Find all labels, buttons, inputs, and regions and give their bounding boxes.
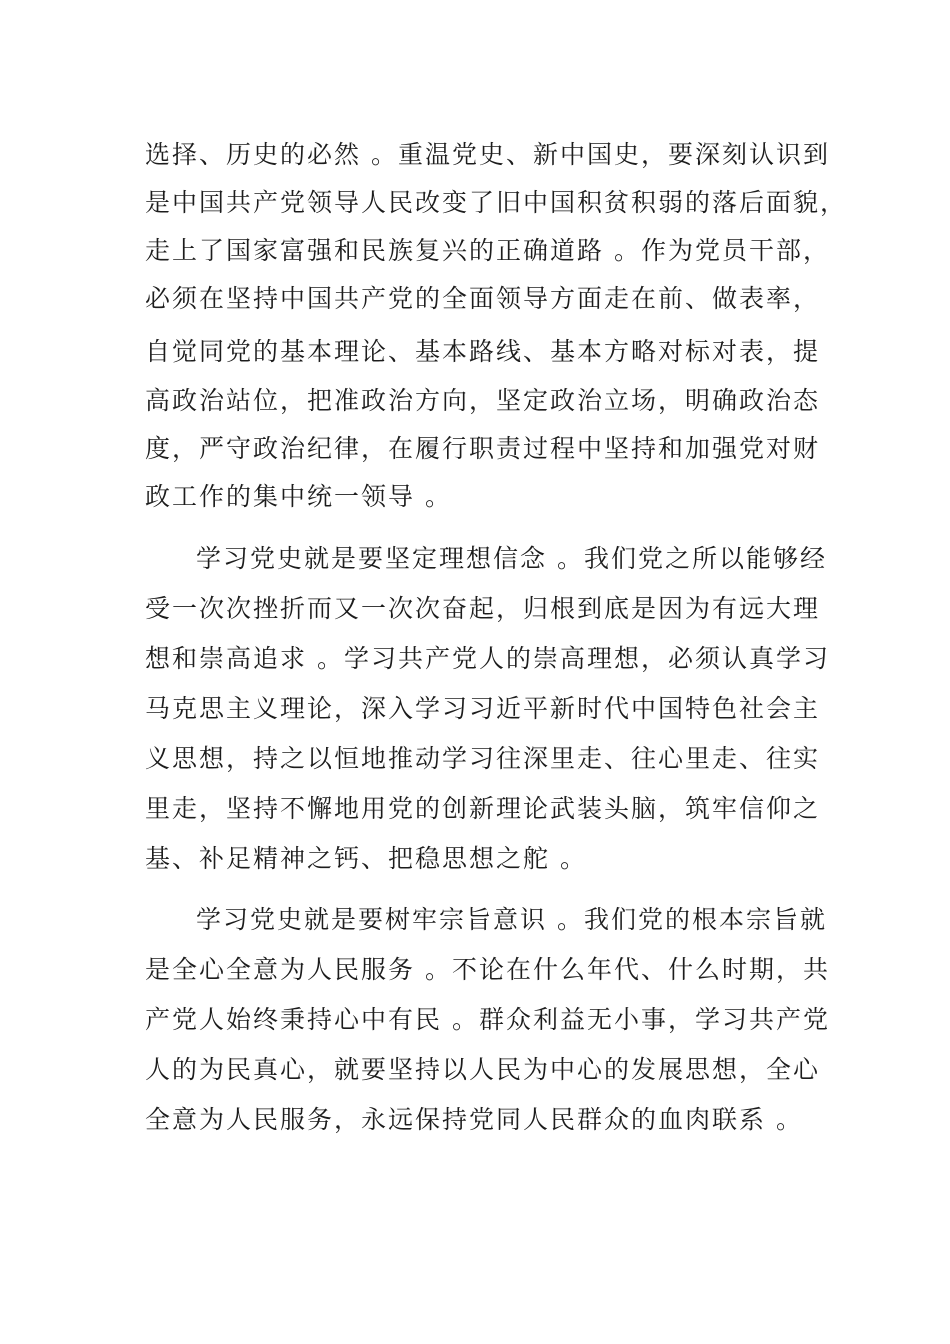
paragraph-2-line-4: 马克思主义理论，深入学习习近平新时代中国特色社会主	[145, 694, 821, 723]
paragraph-1-line-3: 走上了国家富强和民族复兴的正确道路 。作为党员干部，	[145, 236, 830, 265]
paragraph-3-line-1: 学习党史就是要树牢宗旨意识 。我们党的根本宗旨就	[196, 905, 827, 934]
paragraph-1-line-2: 是中国共产党领导人民改变了旧中国积贫积弱的落后面貌，	[145, 188, 848, 217]
paragraph-3-line-4: 人的为民真心，就要坚持以人民为中心的发展思想，全心	[145, 1055, 821, 1084]
paragraph-2-line-2: 受一次次挫折而又一次次奋起，归根到底是因为有远大理	[145, 594, 821, 623]
paragraph-3-line-2: 是全心全意为人民服务 。不论在什么年代、什么时期，共	[145, 955, 830, 984]
paragraph-2-line-5: 义思想，持之以恒地推动学习往深里走、往心里走、往实	[145, 744, 821, 773]
paragraph-1-line-6: 高政治站位，把准政治方向，坚定政治立场，明确政治态	[145, 386, 821, 415]
paragraph-1-line-4: 必须在坚持中国共产党的全面领导方面走在前、做表率，	[145, 284, 821, 313]
paragraph-1-line-5: 自觉同党的基本理论、基本路线、基本方略对标对表，提	[145, 337, 821, 366]
paragraph-2-line-3: 想和崇高追求 。学习共产党人的崇高理想，必须认真学习	[145, 644, 830, 673]
paragraph-2-line-1: 学习党史就是要坚定理想信念 。我们党之所以能够经	[196, 544, 827, 573]
paragraph-1-line-8: 政工作的集中统一领导 。	[145, 482, 452, 511]
paragraph-2-line-7: 基、补足精神之钙、把稳思想之舵 。	[145, 844, 587, 873]
paragraph-1-line-1: 选择、历史的必然 。重温党史、新中国史，要深刻认识到	[145, 140, 830, 169]
paragraph-2-line-6: 里走，坚持不懈地用党的创新理论武装头脑，筑牢信仰之	[145, 794, 821, 823]
paragraph-1-line-7: 度，严守政治纪律，在履行职责过程中坚持和加强党对财	[145, 434, 821, 463]
paragraph-3-line-5: 全意为人民服务，永远保持党同人民群众的血肉联系 。	[145, 1105, 803, 1134]
paragraph-3-line-3: 产党人始终秉持心中有民 。群众利益无小事，学习共产党	[145, 1005, 830, 1034]
